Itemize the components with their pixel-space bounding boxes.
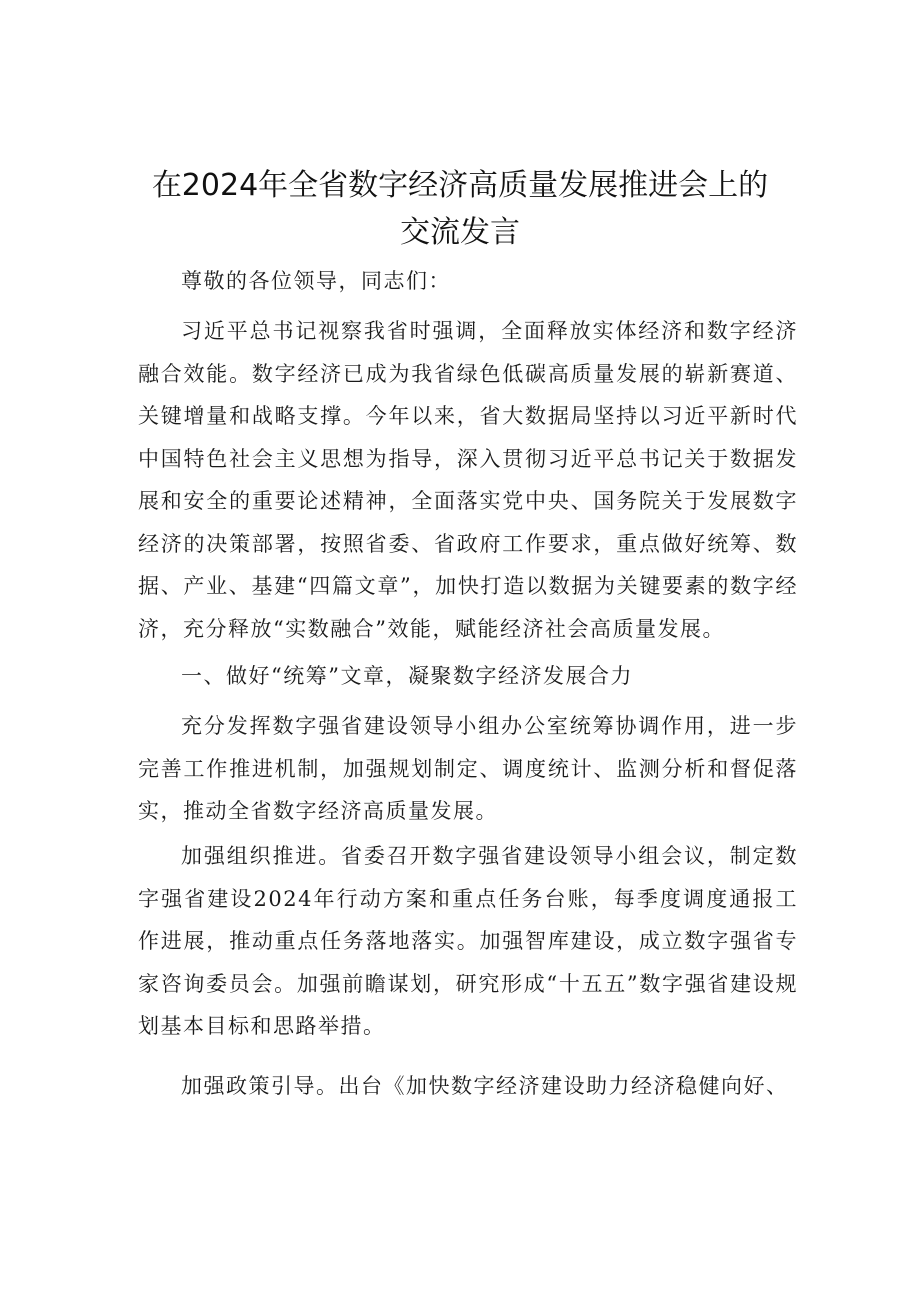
document-title-line-1: 在2024年全省数字经济高质量发展推进会上的 <box>151 168 769 203</box>
section-heading-1: 一、做好“统筹”文章，凝聚数字经济发展合力 <box>181 664 633 688</box>
paragraph-policy: 加强政策引导。出台《加快数字经济建设助力经济稳健向好、 <box>181 1074 789 1098</box>
salutation: 尊敬的各位领导，同志们： <box>181 269 451 293</box>
paragraph-section1-overview: 充分发挥数字强省建设领导小组办公室统筹协调作用，进一步完善工作推进机制，加强规划制定、调度统计、监测分析和督促落实，推动全省数字经济高质量发展。 <box>138 714 798 823</box>
paragraph-organization: 加强组织推进。省委召开数字强省建设领导小组会议，制定数字强省建设2024年行动方案和重点任务台账，每季度调度通报工作进展，推动重点任务落地落实。加强智库建设，成立数字强省专家咨询委员会。加强前瞻谋划，研究形成“十五五”数字强省建设规划基本目标和思路举措。 <box>138 844 798 1038</box>
document-title-line-2: 交流发言 <box>400 215 520 250</box>
paragraph-intro: 习近平总书记视察我省时强调，全面释放实体经济和数字经济融合效能。数字经济已成为我省绿色低碳高质量发展的崭新赛道、关键增量和战略支撑。今年以来，省大数据局坚持以习近平新时代中国特色社会主义思想为指导，深入贯彻习近平总书记关于数据发展和安全的重要论述精神，全面落实党中央、国务院关于发展数字经济的决策部署，按照省委、省政府工作要求，重点做好统筹、数据、产业、基建“四篇文章”，加快打造以数据为关键要素的数字经济，充分释放“实数融合”效能，赋能经济社会高质量发展。 <box>138 319 798 641</box>
